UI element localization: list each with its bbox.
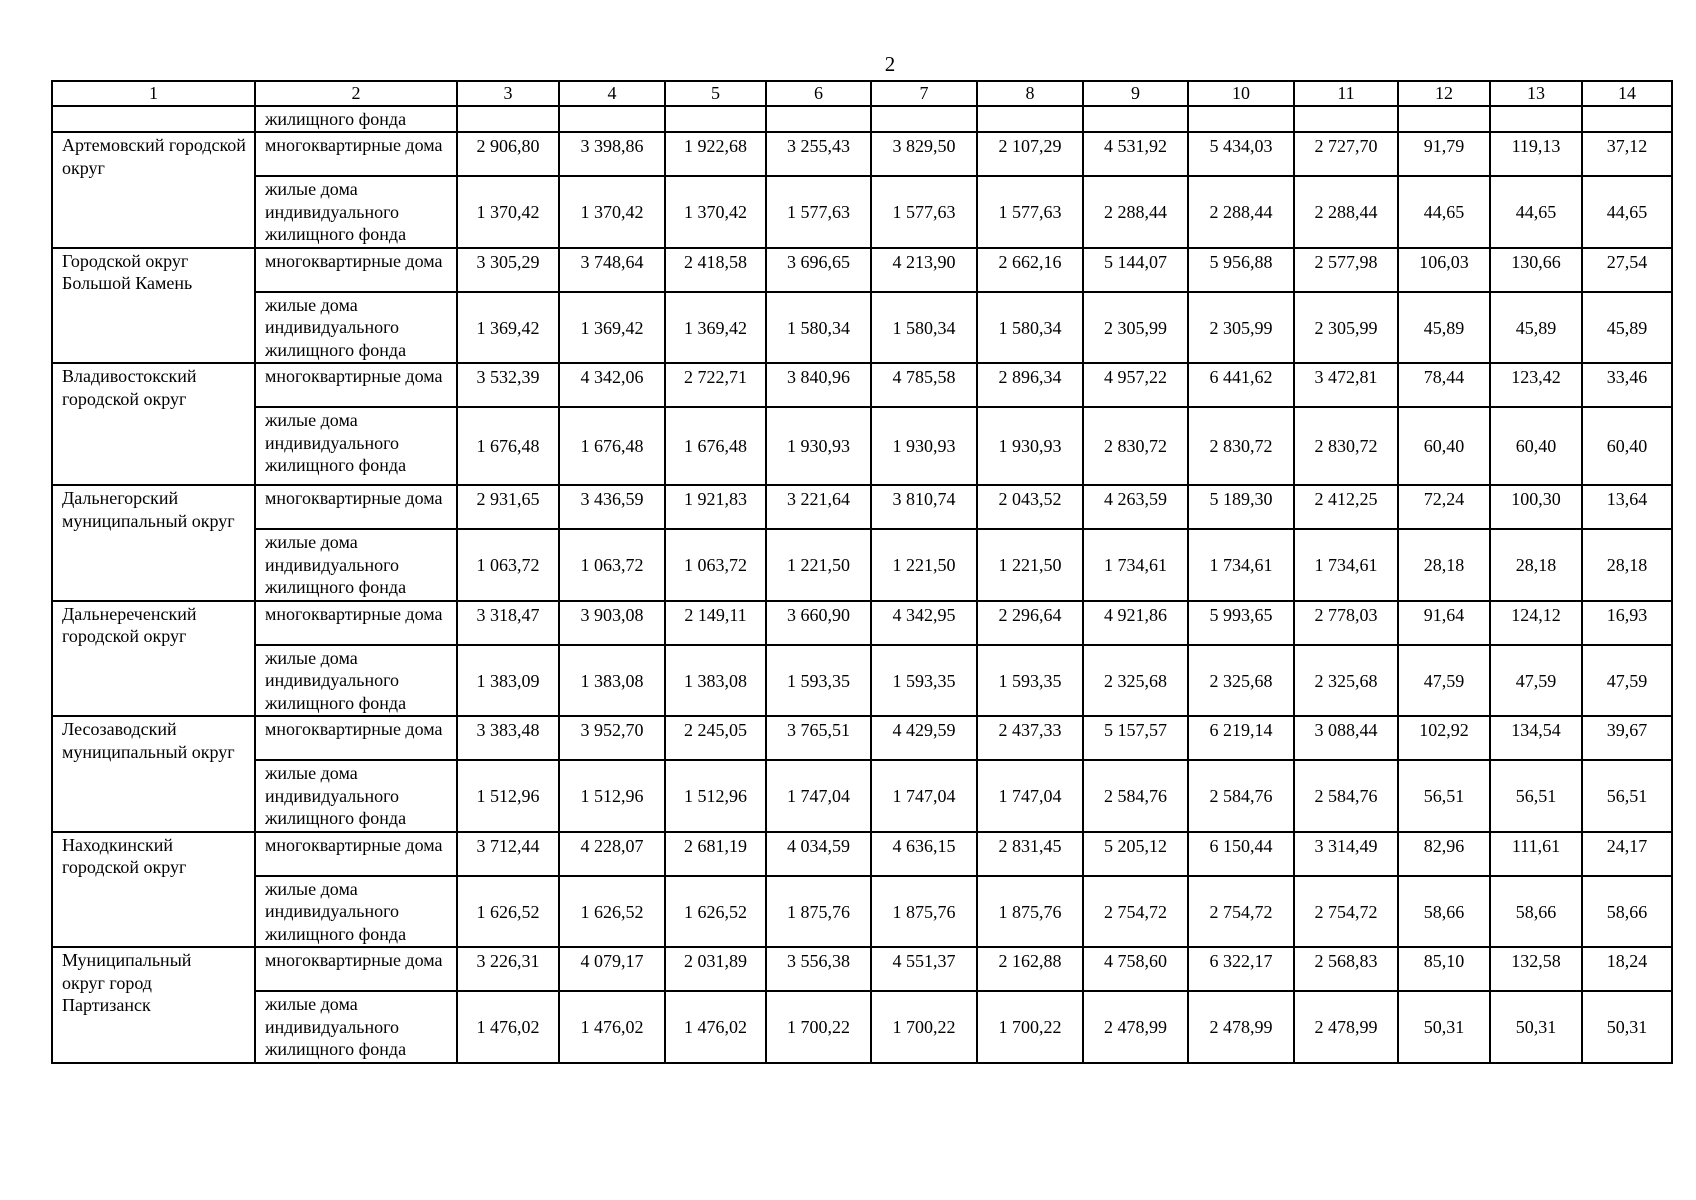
- column-header: 5: [665, 81, 766, 106]
- value-cell: 1 676,48: [559, 407, 665, 485]
- value-cell: 3 221,64: [766, 485, 871, 529]
- value-cell: 2 288,44: [1083, 176, 1188, 248]
- value-cell: 4 342,95: [871, 601, 977, 645]
- value-cell: 4 263,59: [1083, 485, 1188, 529]
- value-cell: 3 318,47: [457, 601, 559, 645]
- value-cell: 130,66: [1490, 248, 1582, 292]
- value-cell: 91,79: [1398, 132, 1490, 176]
- value-cell: 1 370,42: [559, 176, 665, 248]
- value-cell: 3 748,64: [559, 248, 665, 292]
- value-cell: 18,24: [1582, 947, 1672, 991]
- continuation-row: [52, 106, 1672, 133]
- value-cell: 1 383,09: [457, 645, 559, 717]
- header-row: [52, 81, 1672, 106]
- value-cell: 4 921,86: [1083, 601, 1188, 645]
- value-cell: 91,64: [1398, 601, 1490, 645]
- value-cell: 111,61: [1490, 832, 1582, 876]
- value-cell: 2 296,64: [977, 601, 1083, 645]
- housing-type: жилые дома индивидуального жилищного фонда: [255, 991, 457, 1063]
- region-name: Дальнегорский муниципальный округ: [52, 485, 255, 601]
- value-cell: 1 512,96: [457, 760, 559, 832]
- table-row: [52, 760, 1672, 832]
- value-cell: 2 325,68: [1188, 645, 1294, 717]
- value-cell: 2 478,99: [1294, 991, 1398, 1063]
- value-cell: 58,66: [1582, 876, 1672, 948]
- value-cell: 1 476,02: [457, 991, 559, 1063]
- table-row: [52, 176, 1672, 248]
- value-cell: 5 993,65: [1188, 601, 1294, 645]
- value-cell: 3 696,65: [766, 248, 871, 292]
- value-cell: 3 829,50: [871, 132, 977, 176]
- region-name-line: Партизанск: [62, 995, 151, 1015]
- value-cell: 2 931,65: [457, 485, 559, 529]
- value-cell: 1 577,63: [766, 176, 871, 248]
- value-cell: 2 584,76: [1294, 760, 1398, 832]
- value-cell: 3 255,43: [766, 132, 871, 176]
- table-row: [52, 292, 1672, 364]
- value-cell: 2 584,76: [1083, 760, 1188, 832]
- value-cell: 1 930,93: [977, 407, 1083, 485]
- housing-type: многоквартирные дома: [255, 132, 457, 176]
- value-cell: 4 228,07: [559, 832, 665, 876]
- housing-type: многоквартирные дома: [255, 832, 457, 876]
- value-cell: 1 930,93: [871, 407, 977, 485]
- value-cell: 16,93: [1582, 601, 1672, 645]
- value-cell: 2 754,72: [1188, 876, 1294, 948]
- table-row: [52, 947, 1672, 991]
- value-cell: 2 830,72: [1083, 407, 1188, 485]
- value-cell: 3 840,96: [766, 363, 871, 407]
- value-cell: 2 478,99: [1188, 991, 1294, 1063]
- value-cell: 2 778,03: [1294, 601, 1398, 645]
- value-cell: 1 221,50: [977, 529, 1083, 601]
- value-cell: 2 325,68: [1294, 645, 1398, 717]
- table-row: [52, 363, 1672, 407]
- value-cell: 4 342,06: [559, 363, 665, 407]
- value-cell: 1 593,35: [871, 645, 977, 717]
- region-cell: [52, 106, 255, 133]
- value-cell: 4 785,58: [871, 363, 977, 407]
- region-name: Дальнереченский городской округ: [52, 601, 255, 717]
- value-cell: 2 305,99: [1294, 292, 1398, 364]
- value-cell: 1 512,96: [559, 760, 665, 832]
- value-cell: 1 580,34: [766, 292, 871, 364]
- table-row: [52, 991, 1672, 1063]
- value-cell: 2 568,83: [1294, 947, 1398, 991]
- value-cell: 2 288,44: [1188, 176, 1294, 248]
- value-cell: 60,40: [1490, 407, 1582, 485]
- value-cell: 1 476,02: [559, 991, 665, 1063]
- column-header: 4: [559, 81, 665, 106]
- housing-type: жилые дома индивидуального жилищного фонда: [255, 176, 457, 248]
- value-cell: 1 369,42: [665, 292, 766, 364]
- value-cell: 1 593,35: [766, 645, 871, 717]
- value-cell: 1 734,61: [1083, 529, 1188, 601]
- value-cell: 4 758,60: [1083, 947, 1188, 991]
- value-cell: 1 930,93: [766, 407, 871, 485]
- housing-type: жилые дома индивидуального жилищного фонда: [255, 645, 457, 717]
- value-cell: 1 626,52: [457, 876, 559, 948]
- housing-type: жилые дома индивидуального жилищного фонда: [255, 876, 457, 948]
- region-name: [52, 947, 255, 1063]
- column-header: 3: [457, 81, 559, 106]
- value-cell: 5 956,88: [1188, 248, 1294, 292]
- column-header: 7: [871, 81, 977, 106]
- value-cell: 1 593,35: [977, 645, 1083, 717]
- value-cell: 50,31: [1490, 991, 1582, 1063]
- value-cell: 5 157,57: [1083, 716, 1188, 760]
- value-cell: 100,30: [1490, 485, 1582, 529]
- value-cell: 1 875,76: [977, 876, 1083, 948]
- housing-type: многоквартирные дома: [255, 601, 457, 645]
- value-cell: 3 810,74: [871, 485, 977, 529]
- value-cell: 4 213,90: [871, 248, 977, 292]
- value-cell: 4 079,17: [559, 947, 665, 991]
- value-cell: 1 921,83: [665, 485, 766, 529]
- value-cell: 37,12: [1582, 132, 1672, 176]
- value-cell: 1 700,22: [871, 991, 977, 1063]
- value-cell: 2 288,44: [1294, 176, 1398, 248]
- region-name: Владивостокский городской округ: [52, 363, 255, 485]
- value-cell: 1 476,02: [665, 991, 766, 1063]
- value-cell: 1 580,34: [977, 292, 1083, 364]
- value-cell: 50,31: [1582, 991, 1672, 1063]
- value-cell: 1 580,34: [871, 292, 977, 364]
- value-cell: 123,42: [1490, 363, 1582, 407]
- value-cell: 85,10: [1398, 947, 1490, 991]
- value-cell: 6 322,17: [1188, 947, 1294, 991]
- value-cell: 6 150,44: [1188, 832, 1294, 876]
- value-cell: 1 063,72: [457, 529, 559, 601]
- value-cell: 4 957,22: [1083, 363, 1188, 407]
- value-cell: 2 107,29: [977, 132, 1083, 176]
- column-header: 6: [766, 81, 871, 106]
- value-cell: 2 418,58: [665, 248, 766, 292]
- table-row: [52, 407, 1672, 485]
- value-cell: 1 370,42: [665, 176, 766, 248]
- table-row: [52, 132, 1672, 176]
- housing-type: жилищного фонда: [255, 106, 457, 133]
- region-name-line: Городской округ: [62, 250, 189, 271]
- value-cell: 2 722,71: [665, 363, 766, 407]
- value-cell: 56,51: [1490, 760, 1582, 832]
- value-cell: 2 043,52: [977, 485, 1083, 529]
- value-cell: 1 577,63: [977, 176, 1083, 248]
- tariff-table: [51, 80, 1673, 1064]
- table-row: [52, 529, 1672, 601]
- value-cell: 5 144,07: [1083, 248, 1188, 292]
- value-cell: 44,65: [1398, 176, 1490, 248]
- value-cell: 1 747,04: [977, 760, 1083, 832]
- value-cell: 24,17: [1582, 832, 1672, 876]
- column-header: 11: [1294, 81, 1398, 106]
- value-cell: 2 727,70: [1294, 132, 1398, 176]
- column-header: 13: [1490, 81, 1582, 106]
- value-cell: 6 441,62: [1188, 363, 1294, 407]
- value-cell: 58,66: [1490, 876, 1582, 948]
- page-number: 2: [884, 52, 896, 76]
- value-cell: 13,64: [1582, 485, 1672, 529]
- value-cell: 2 412,25: [1294, 485, 1398, 529]
- value-cell: 33,46: [1582, 363, 1672, 407]
- value-cell: 119,13: [1490, 132, 1582, 176]
- value-cell: 2 031,89: [665, 947, 766, 991]
- value-cell: 2 305,99: [1083, 292, 1188, 364]
- value-cell: 3 472,81: [1294, 363, 1398, 407]
- value-cell: 2 831,45: [977, 832, 1083, 876]
- value-cell: 56,51: [1582, 760, 1672, 832]
- value-cell: 2 162,88: [977, 947, 1083, 991]
- value-cell: 27,54: [1582, 248, 1672, 292]
- table-row: [52, 832, 1672, 876]
- value-cell: 1 875,76: [871, 876, 977, 948]
- value-cell: 2 149,11: [665, 601, 766, 645]
- value-cell: 2 325,68: [1083, 645, 1188, 717]
- value-cell: 1 369,42: [457, 292, 559, 364]
- housing-type: жилые дома индивидуального жилищного фонда: [255, 407, 457, 485]
- value-cell: 2 662,16: [977, 248, 1083, 292]
- column-header: 10: [1188, 81, 1294, 106]
- value-cell: 1 221,50: [766, 529, 871, 601]
- value-cell: 1 512,96: [665, 760, 766, 832]
- value-cell: 82,96: [1398, 832, 1490, 876]
- value-cell: 4 636,15: [871, 832, 977, 876]
- table-row: [52, 485, 1672, 529]
- value-cell: 1 734,61: [1294, 529, 1398, 601]
- value-cell: 1 063,72: [559, 529, 665, 601]
- value-cell: 2 478,99: [1083, 991, 1188, 1063]
- value-cell: 1 577,63: [871, 176, 977, 248]
- value-cell: 45,89: [1398, 292, 1490, 364]
- column-header: 2: [255, 81, 457, 106]
- value-cell: 3 712,44: [457, 832, 559, 876]
- value-cell: 3 305,29: [457, 248, 559, 292]
- value-cell: 5 205,12: [1083, 832, 1188, 876]
- value-cell: 56,51: [1398, 760, 1490, 832]
- value-cell: 3 660,90: [766, 601, 871, 645]
- value-cell: 58,66: [1398, 876, 1490, 948]
- value-cell: 1 626,52: [665, 876, 766, 948]
- column-header: 9: [1083, 81, 1188, 106]
- value-cell: 106,03: [1398, 248, 1490, 292]
- column-header: 12: [1398, 81, 1490, 106]
- value-cell: 45,89: [1490, 292, 1582, 364]
- table-row: [52, 248, 1672, 292]
- column-header: 1: [52, 81, 255, 106]
- value-cell: 1 369,42: [559, 292, 665, 364]
- value-cell: 3 314,49: [1294, 832, 1398, 876]
- value-cell: 2 681,19: [665, 832, 766, 876]
- value-cell: 124,12: [1490, 601, 1582, 645]
- value-cell: 1 676,48: [665, 407, 766, 485]
- value-cell: 44,65: [1490, 176, 1582, 248]
- value-cell: 1 922,68: [665, 132, 766, 176]
- value-cell: 78,44: [1398, 363, 1490, 407]
- value-cell: 3 765,51: [766, 716, 871, 760]
- housing-type: многоквартирные дома: [255, 363, 457, 407]
- value-cell: 1 700,22: [766, 991, 871, 1063]
- value-cell: 2 830,72: [1294, 407, 1398, 485]
- housing-type: жилые дома индивидуального жилищного фонда: [255, 529, 457, 601]
- value-cell: 2 245,05: [665, 716, 766, 760]
- value-cell: 4 531,92: [1083, 132, 1188, 176]
- value-cell: 2 305,99: [1188, 292, 1294, 364]
- region-name-line: Большой Камень: [62, 273, 193, 293]
- value-cell: 4 551,37: [871, 947, 977, 991]
- value-cell: 3 088,44: [1294, 716, 1398, 760]
- table-row: [52, 716, 1672, 760]
- table-row: [52, 645, 1672, 717]
- value-cell: 6 219,14: [1188, 716, 1294, 760]
- housing-type: многоквартирные дома: [255, 716, 457, 760]
- value-cell: 28,18: [1490, 529, 1582, 601]
- value-cell: 2 437,33: [977, 716, 1083, 760]
- value-cell: 2 754,72: [1294, 876, 1398, 948]
- value-cell: 5 189,30: [1188, 485, 1294, 529]
- value-cell: 47,59: [1582, 645, 1672, 717]
- value-cell: 2 906,80: [457, 132, 559, 176]
- housing-type: многоквартирные дома: [255, 947, 457, 991]
- housing-type: многоквартирные дома: [255, 485, 457, 529]
- value-cell: 72,24: [1398, 485, 1490, 529]
- housing-type: многоквартирные дома: [255, 248, 457, 292]
- column-header: 8: [977, 81, 1083, 106]
- value-cell: 134,54: [1490, 716, 1582, 760]
- value-cell: 3 436,59: [559, 485, 665, 529]
- value-cell: 3 226,31: [457, 947, 559, 991]
- value-cell: 45,89: [1582, 292, 1672, 364]
- value-cell: 1 700,22: [977, 991, 1083, 1063]
- value-cell: 1 626,52: [559, 876, 665, 948]
- value-cell: 44,65: [1582, 176, 1672, 248]
- value-cell: 5 434,03: [1188, 132, 1294, 176]
- value-cell: 2 584,76: [1188, 760, 1294, 832]
- value-cell: 2 896,34: [977, 363, 1083, 407]
- value-cell: 2 830,72: [1188, 407, 1294, 485]
- region-name: [52, 248, 255, 364]
- value-cell: 2 577,98: [1294, 248, 1398, 292]
- value-cell: 2 754,72: [1083, 876, 1188, 948]
- table-row: [52, 876, 1672, 948]
- value-cell: 1 676,48: [457, 407, 559, 485]
- value-cell: 28,18: [1398, 529, 1490, 601]
- value-cell: 3 952,70: [559, 716, 665, 760]
- value-cell: 1 063,72: [665, 529, 766, 601]
- value-cell: 1 747,04: [871, 760, 977, 832]
- value-cell: 1 875,76: [766, 876, 871, 948]
- value-cell: 47,59: [1398, 645, 1490, 717]
- region-name-line: округ город: [62, 972, 152, 993]
- value-cell: 60,40: [1398, 407, 1490, 485]
- value-cell: 1 370,42: [457, 176, 559, 248]
- region-name: Находкинский городской округ: [52, 832, 255, 948]
- value-cell: 3 556,38: [766, 947, 871, 991]
- value-cell: 4 034,59: [766, 832, 871, 876]
- value-cell: 1 734,61: [1188, 529, 1294, 601]
- value-cell: 3 383,48: [457, 716, 559, 760]
- housing-type: жилые дома индивидуального жилищного фонда: [255, 292, 457, 364]
- value-cell: 4 429,59: [871, 716, 977, 760]
- value-cell: 47,59: [1490, 645, 1582, 717]
- housing-type: жилые дома индивидуального жилищного фонда: [255, 760, 457, 832]
- value-cell: 1 383,08: [559, 645, 665, 717]
- value-cell: 3 903,08: [559, 601, 665, 645]
- value-cell: 102,92: [1398, 716, 1490, 760]
- value-cell: 60,40: [1582, 407, 1672, 485]
- region-name: Лесозаводский муниципальный округ: [52, 716, 255, 832]
- value-cell: 1 383,08: [665, 645, 766, 717]
- value-cell: 50,31: [1398, 991, 1490, 1063]
- column-header: 14: [1582, 81, 1672, 106]
- value-cell: 3 532,39: [457, 363, 559, 407]
- table-row: [52, 601, 1672, 645]
- value-cell: 3 398,86: [559, 132, 665, 176]
- value-cell: 39,67: [1582, 716, 1672, 760]
- value-cell: 28,18: [1582, 529, 1672, 601]
- value-cell: 1 221,50: [871, 529, 977, 601]
- value-cell: 132,58: [1490, 947, 1582, 991]
- region-name: Артемовский городской округ: [52, 132, 255, 248]
- value-cell: 1 747,04: [766, 760, 871, 832]
- region-name-line: Муниципальный: [62, 950, 192, 970]
